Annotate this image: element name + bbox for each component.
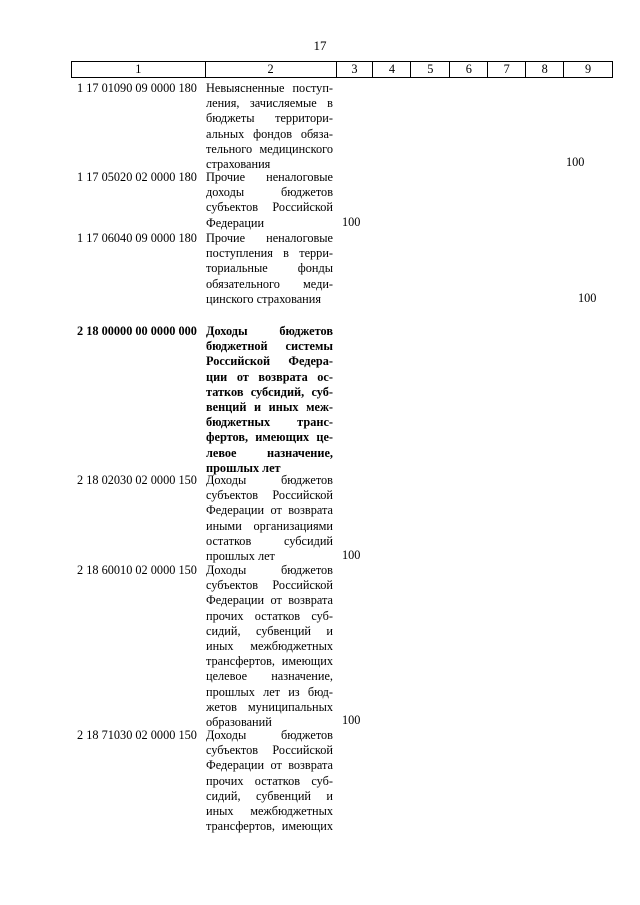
row-description: Прочие неналоговые доходы бюджетов субъектов Российской Федерации bbox=[206, 170, 333, 230]
row-description: Доходы бюджетов бюджетной системы Российской Федера- ции от возврата ос- татков субсидий, суб- венций и иных меж- бюджетных транс- фертов, имеющих це- левое назначение, прошлых лет bbox=[206, 324, 333, 475]
header-col-1: 1 bbox=[72, 62, 206, 77]
header-col-6: 6 bbox=[450, 62, 488, 77]
header-col-2: 2 bbox=[206, 62, 337, 77]
row-code: 1 17 05020 02 0000 180 bbox=[77, 170, 197, 184]
header-col-3: 3 bbox=[337, 62, 374, 77]
row-code: 2 18 60010 02 0000 150 bbox=[77, 563, 197, 577]
row-code: 2 18 02030 02 0000 150 bbox=[77, 473, 197, 487]
page-number: 17 bbox=[313, 38, 327, 53]
header-col-8: 8 bbox=[526, 62, 564, 77]
row-code: 2 18 71030 02 0000 150 bbox=[77, 728, 197, 742]
row-value-col-3: 100 bbox=[342, 215, 361, 229]
header-col-4: 4 bbox=[373, 62, 411, 77]
row-value-col-3: 100 bbox=[342, 548, 361, 562]
row-description: Доходы бюджетов субъектов Российской Федерации от возврата прочих остатков суб- сидий, субвенций и иных межбюджетных трансфертов, имеющих целевое назначение, прошлых лет из бюд- жетов муниципальных образований bbox=[206, 563, 333, 730]
row-code: 1 17 01090 09 0000 180 bbox=[77, 81, 197, 95]
header-col-7: 7 bbox=[488, 62, 526, 77]
row-code: 1 17 06040 09 0000 180 bbox=[77, 231, 197, 245]
row-description: Доходы бюджетов субъектов Российской Федерации от возврата прочих остатков суб- сидий, субвенций и иных межбюджетных трансфертов, имеющих bbox=[206, 728, 333, 834]
row-value-col-9: 100 bbox=[578, 291, 597, 305]
row-value-col-8: 100 bbox=[566, 155, 585, 169]
row-description: Доходы бюджетов субъектов Российской Федерации от возврата иными организациями остатков субсидий прошлых лет bbox=[206, 473, 333, 564]
table-header-row bbox=[71, 61, 613, 78]
header-col-9: 9 bbox=[564, 62, 613, 77]
row-code: 2 18 00000 00 0000 000 bbox=[77, 324, 197, 338]
row-description: Невыясненные поступ- ления, зачисляемые в бюджеты территори- альных фондов обяза- тельного медицинского страхования bbox=[206, 81, 333, 172]
row-value-col-3: 100 bbox=[342, 713, 361, 727]
header-col-5: 5 bbox=[411, 62, 450, 77]
row-description: Прочие неналоговые поступления в терри- ториальные фонды обязательного меди- цинского страхования bbox=[206, 231, 333, 306]
